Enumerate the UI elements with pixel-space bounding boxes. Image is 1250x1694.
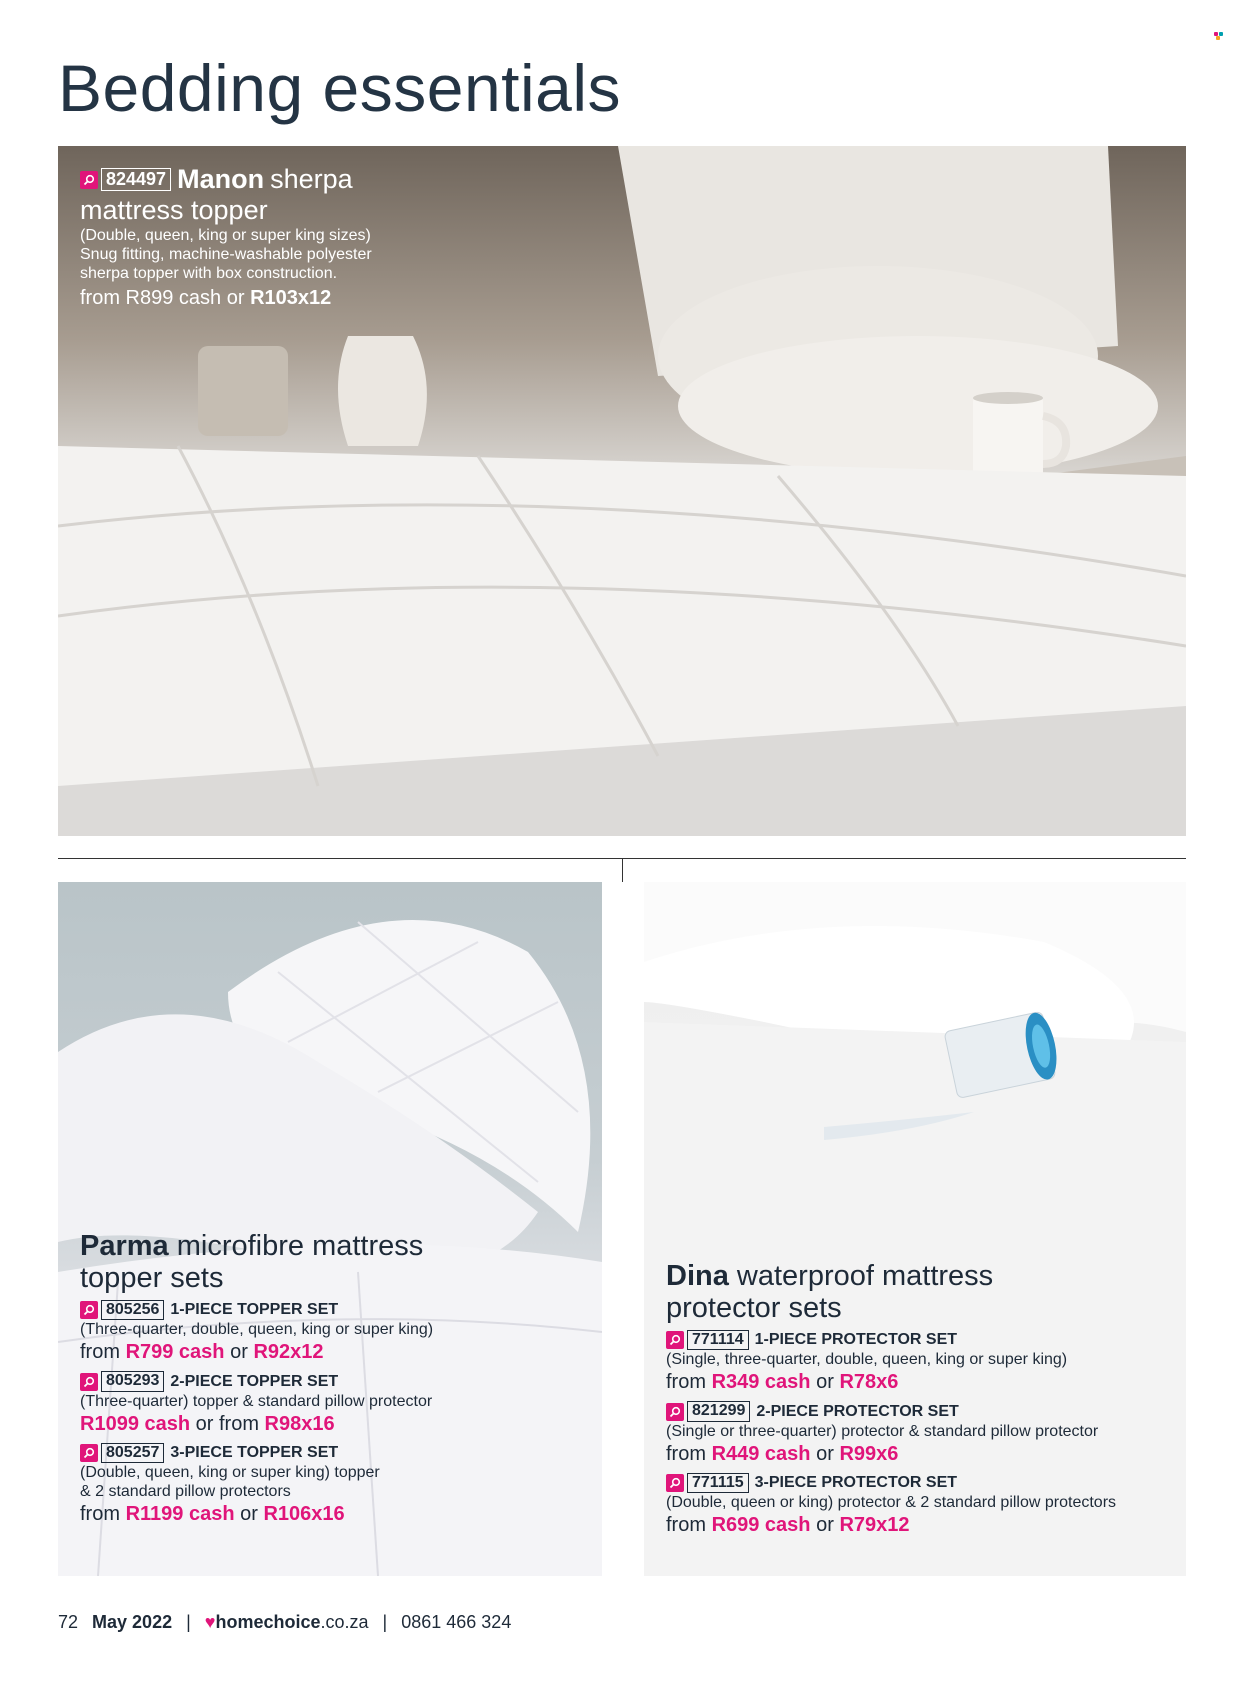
set-details: (Double, queen, king or super king) topper: [80, 1464, 380, 1482]
set-name: 1-PIECE PROTECTOR SET: [754, 1331, 958, 1349]
price-line: [666, 1369, 1116, 1395]
column-divider: [622, 858, 623, 882]
page-title: Bedding essentials: [58, 51, 622, 125]
cash-price: from R899 cash or: [80, 287, 245, 309]
footer-separator: |: [382, 1612, 388, 1632]
parma-product-info: [80, 1230, 433, 1527]
issue-date: May 2022: [92, 1612, 173, 1632]
set-name: 1-PIECE TOPPER SET: [170, 1301, 339, 1319]
cash-price: R699 cash: [711, 1514, 811, 1537]
price-connector: or: [230, 1341, 248, 1364]
price-prefix: from: [666, 1514, 706, 1537]
cash-price: R1099 cash: [80, 1412, 191, 1435]
product-title-line2: topper sets: [80, 1262, 224, 1294]
product-code: 821299: [687, 1401, 750, 1421]
product-description: Snug fitting, machine-washable polyester: [80, 246, 372, 263]
product-brand: Dina: [666, 1260, 729, 1292]
topper-set-item: [80, 1371, 433, 1436]
product-code: 771115: [687, 1473, 749, 1493]
product-title: waterproof mattress: [736, 1260, 994, 1292]
hero-product-info: [80, 164, 372, 310]
set-name: 2-PIECE TOPPER SET: [170, 1372, 339, 1390]
instalment-price: R99x6: [839, 1442, 899, 1465]
price-connector: or: [816, 1514, 834, 1537]
instalment-price: R78x6: [839, 1371, 899, 1394]
product-code: 805256: [101, 1300, 164, 1320]
price-connector: or: [240, 1503, 258, 1526]
footer-separator: |: [186, 1612, 191, 1632]
product-title-line2: protector sets: [666, 1292, 842, 1324]
set-details: (Single or three-quarter) protector & standard pillow protector: [666, 1422, 1099, 1440]
set-name: 3-PIECE TOPPER SET: [170, 1443, 339, 1461]
product-title: sherpa: [270, 164, 353, 194]
website-link[interactable]: [205, 1612, 369, 1633]
instalment-price: R98x16: [264, 1412, 335, 1435]
price-line: [80, 287, 372, 310]
dina-product-info: [666, 1260, 1116, 1538]
product-code-tag[interactable]: [666, 1473, 749, 1493]
price-line: [80, 1501, 433, 1527]
price-line: [80, 1411, 433, 1437]
price-prefix: from: [80, 1503, 120, 1526]
instalment-price: R92x12: [253, 1341, 324, 1364]
product-code-tag[interactable]: [666, 1401, 750, 1421]
topper-set-item: [80, 1443, 433, 1527]
product-brand: Manon: [177, 164, 265, 194]
product-code: 805293: [101, 1371, 164, 1391]
search-icon: [80, 171, 98, 189]
price-prefix: from: [666, 1371, 706, 1394]
price-line: [666, 1441, 1116, 1467]
price-connector: or: [816, 1371, 834, 1394]
set-details: & 2 standard pillow protectors: [80, 1483, 291, 1501]
search-icon: [666, 1403, 684, 1421]
set-details: (Single, three-quarter, double, queen, king or super king): [666, 1351, 1068, 1369]
product-code-tag[interactable]: [80, 1371, 164, 1391]
site-brand: homechoice: [215, 1612, 321, 1632]
page-footer: [58, 1612, 511, 1633]
cash-price: R449 cash: [711, 1442, 811, 1465]
corner-mark: [1214, 32, 1224, 40]
product-code: 824497: [101, 168, 171, 191]
topper-set-item: [80, 1300, 433, 1365]
product-code: 771114: [687, 1330, 749, 1350]
set-name: 3-PIECE PROTECTOR SET: [754, 1473, 958, 1491]
product-code-tag[interactable]: [80, 1443, 164, 1463]
page-number: 72: [58, 1612, 79, 1632]
search-icon: [666, 1474, 684, 1492]
search-icon: [80, 1301, 98, 1319]
cash-price: R1199 cash: [125, 1503, 235, 1526]
product-description: sherpa topper with box construction.: [80, 265, 338, 282]
search-icon: [80, 1373, 98, 1391]
price-prefix: from: [666, 1442, 706, 1465]
price-connector: or from: [195, 1412, 259, 1435]
product-code-tag[interactable]: [80, 168, 171, 191]
price-prefix: from: [80, 1341, 120, 1364]
product-code-tag[interactable]: [80, 1300, 164, 1320]
site-tld: .co.za: [320, 1612, 369, 1632]
instalment-price: R106x16: [263, 1503, 345, 1526]
protector-set-item: [666, 1330, 1116, 1395]
price-line: [80, 1339, 433, 1365]
price-connector: or: [816, 1442, 834, 1465]
protector-set-item: [666, 1401, 1116, 1466]
product-code: 805257: [101, 1443, 164, 1463]
product-title: microfibre mattress: [176, 1230, 424, 1262]
set-details: (Three-quarter, double, queen, king or super king): [80, 1321, 434, 1339]
search-icon: [80, 1444, 98, 1462]
price-line: [666, 1512, 1116, 1538]
set-details: (Three-quarter) topper & standard pillow protector: [80, 1392, 433, 1410]
set-details: (Double, queen or king) protector & 2 standard pillow protectors: [666, 1494, 1117, 1512]
instalment-price: R79x12: [839, 1514, 910, 1537]
product-sizes: (Double, queen, king or super king sizes): [80, 227, 371, 244]
protector-set-item: [666, 1473, 1116, 1538]
instalment-price: R103x12: [250, 287, 332, 309]
set-name: 2-PIECE PROTECTOR SET: [756, 1402, 959, 1420]
product-brand: Parma: [80, 1230, 169, 1262]
heart-icon: ♥: [204, 1612, 216, 1632]
phone-number[interactable]: 0861 466 324: [401, 1612, 512, 1632]
cash-price: R799 cash: [125, 1341, 225, 1364]
product-code-tag[interactable]: [666, 1330, 749, 1350]
product-title-line2: mattress topper: [80, 195, 268, 225]
cash-price: R349 cash: [711, 1371, 811, 1394]
search-icon: [666, 1331, 684, 1349]
